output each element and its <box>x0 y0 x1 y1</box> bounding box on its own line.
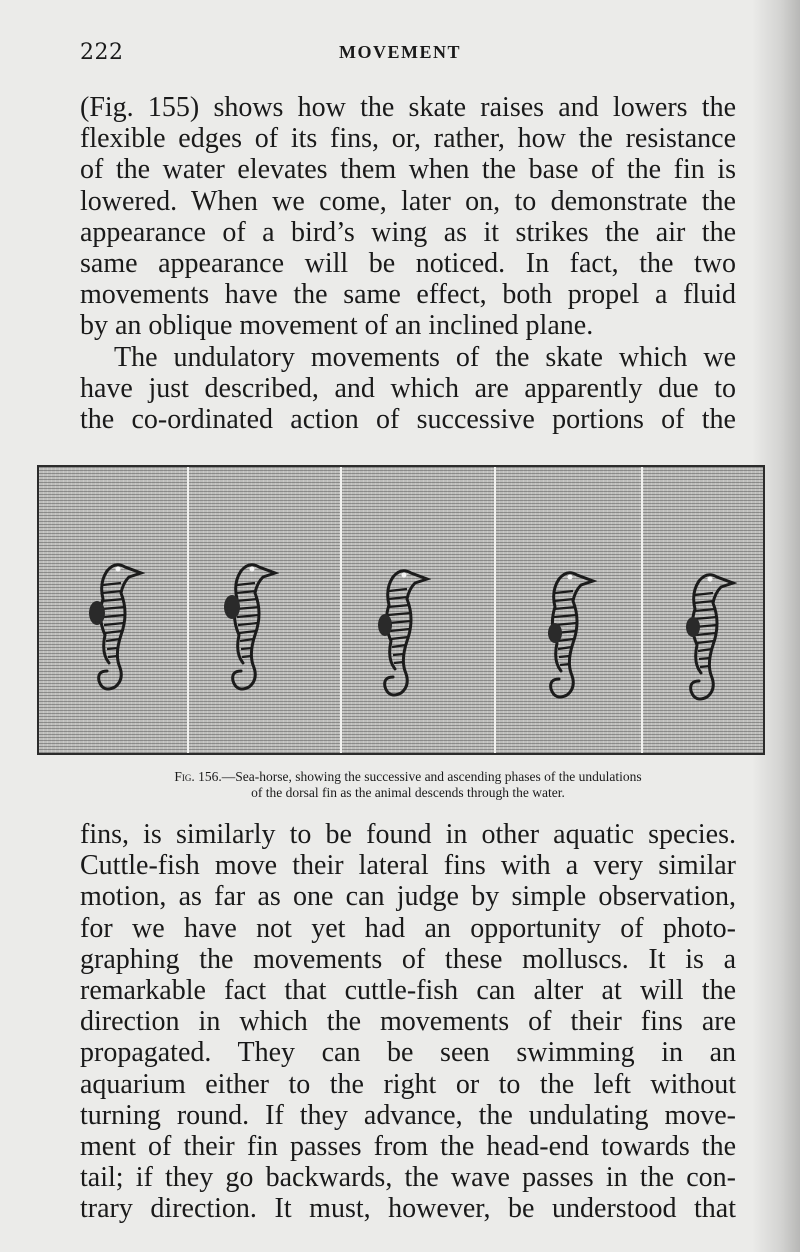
text-line: (Fig. 155) shows how the skate raises and lowers the <box>80 92 736 123</box>
text-line: movements have the same effect, both propel a fluid <box>80 279 736 311</box>
text-line: Cuttle-fish move their lateral fins with a very similar <box>80 850 736 882</box>
paragraph-3 <box>80 819 736 1224</box>
text-line: fins, is similarly to be found in other aquatic species. <box>80 819 736 850</box>
seahorse-illustration <box>537 561 597 711</box>
page-header <box>80 40 720 70</box>
text-line: lowered. When we come, later on, to demonstrate the <box>80 185 736 217</box>
text-line: aquarium either to the right or to the left without <box>80 1068 736 1100</box>
panel-divider <box>187 467 189 753</box>
panel-divider <box>641 467 643 753</box>
seahorse-illustration <box>219 553 279 703</box>
caption-line: of the dorsal fin as the animal descends through the water. <box>251 785 565 800</box>
figure-caption <box>80 769 736 801</box>
text-line: flexible edges of its fins, or, rather, how the resistance <box>80 123 736 155</box>
text-line: of the water elevates them when the base of the fin is <box>80 154 736 186</box>
text-line: direction in which the movements of their fins are <box>80 1006 736 1038</box>
paragraph-1 <box>80 92 736 435</box>
panel-divider <box>494 467 496 753</box>
figure-label: Fig. 156. <box>174 769 222 784</box>
running-head: MOVEMENT <box>339 42 461 62</box>
seahorse-illustration <box>85 553 145 703</box>
figure-seahorse-phases <box>37 465 765 755</box>
text-line: graphing the movements of these molluscs. It is a <box>80 943 736 975</box>
text-line: tail; if they go backwards, the wave passes in the con- <box>80 1162 736 1194</box>
page-number: 222 <box>80 40 124 65</box>
text-line: same appearance will be noticed. In fact, the two <box>80 247 736 279</box>
panel-divider <box>340 467 342 753</box>
text-line: have just described, and which are apparently due to <box>80 372 736 404</box>
text-line: propagated. They can be seen swimming in an <box>80 1037 736 1069</box>
text-line: motion, as far as one can judge by simple observation, <box>80 881 736 913</box>
text-line: remarkable fact that cuttle-fish can alter at will the <box>80 974 736 1006</box>
text-line: trary direction. It must, however, be understood that <box>80 1193 736 1225</box>
text-line: The undulatory movements of the skate which we <box>114 341 736 373</box>
seahorse-illustration <box>371 559 431 709</box>
text-line: for we have not yet had an opportunity of photo- <box>80 912 736 944</box>
text-line: ment of their fin passes from the head-end towards the <box>80 1130 736 1162</box>
seahorse-illustration <box>677 563 737 713</box>
text-line: turning round. If they advance, the undulating move- <box>80 1099 736 1131</box>
text-line: appearance of a bird’s wing as it strikes the air the <box>80 216 736 248</box>
text-line: the co-ordinated action of successive portions of the <box>80 403 736 435</box>
caption-text: —Sea-horse, showing the successive and ascending phases of the undulations <box>221 769 642 784</box>
caption-line <box>80 769 736 785</box>
text-line: by an oblique movement of an inclined plane. <box>80 310 594 342</box>
